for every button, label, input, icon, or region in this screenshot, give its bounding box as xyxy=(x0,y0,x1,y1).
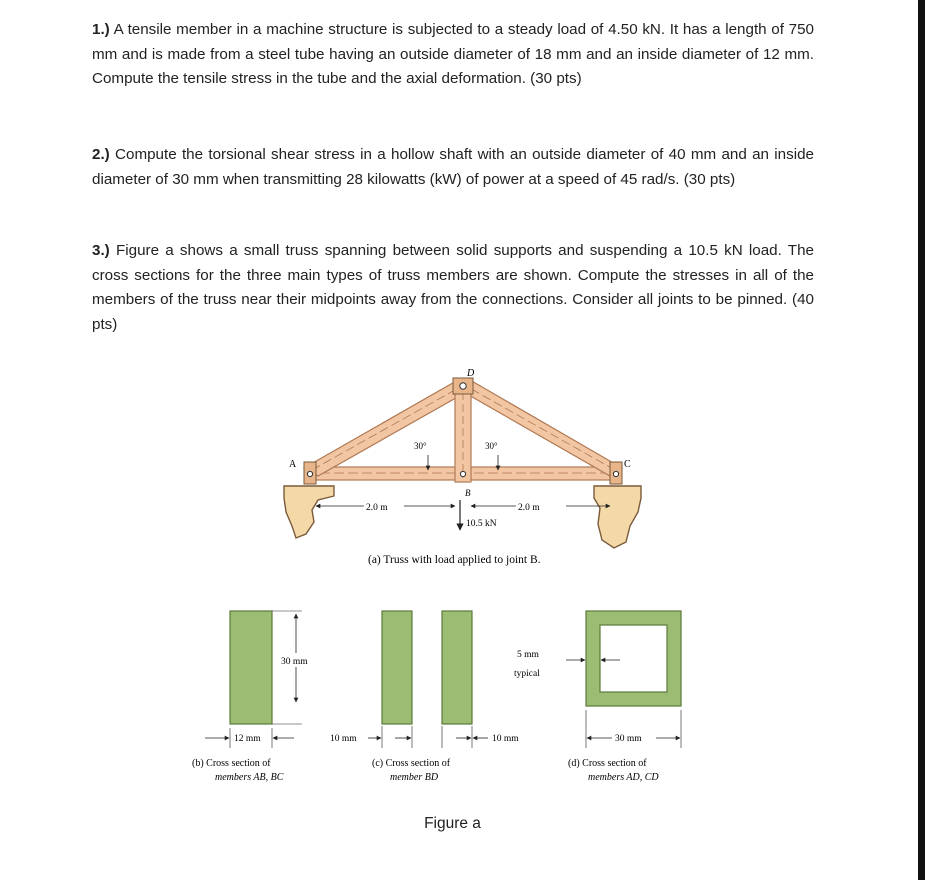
problem-1-text: A tensile member in a machine structure is subjected to a steady load of 4.50 kN. It has a length of 750 mm and is made from a steel tube having an outside diameter of 18 mm and an inside diameter of 12 mm. Compute the tensile stress in the tube and the axial deformation. (30 pts) xyxy=(92,21,814,87)
joint-a-label: A xyxy=(289,459,297,470)
section-b-caption-1: (b) Cross section of xyxy=(192,758,271,769)
cross-section-b xyxy=(192,611,321,783)
problem-1-number: 1.) xyxy=(92,21,110,38)
truss-caption: (a) Truss with load applied to joint B. xyxy=(368,554,541,566)
load-label: 10.5 kN xyxy=(466,519,497,529)
cross-section-d xyxy=(514,611,681,783)
right-support xyxy=(594,486,641,548)
figure-label: Figure a xyxy=(424,815,481,832)
problem-3-text: Figure a shows a small truss spanning between solid supports and suspending a 10.5 kN load. The cross sections for the three main types of truss members are shown. Compute the stresses in all of the members of the truss near their midpoints away from the connections. Consider all joints to be pinned. (40 pts) xyxy=(92,242,814,333)
section-d-hollow xyxy=(600,625,667,692)
angle-right-label: 30° xyxy=(485,441,498,451)
section-d-caption-1: (d) Cross section of xyxy=(568,758,647,769)
angle-left-label: 30° xyxy=(414,441,427,451)
truss-diagram xyxy=(284,368,641,566)
joint-b-label: B xyxy=(465,488,471,498)
problem-3-number: 3.) xyxy=(92,242,110,259)
cross-section-c xyxy=(330,611,519,783)
problem-2-text: Compute the torsional shear stress in a hollow shaft with an outside diameter of 40 mm and an inside diameter of 30 mm when transmitting 28 kilowatts (kW) of power at a speed of 45 rad/s. (30 pts) xyxy=(92,146,814,188)
section-d-caption-2: members AD, CD xyxy=(588,772,659,783)
section-b-bar xyxy=(230,611,272,724)
section-c-dim-right: 10 mm xyxy=(492,734,519,744)
section-b-caption-2: members AB, BC xyxy=(215,772,284,783)
section-d-width: 30 mm xyxy=(615,734,642,744)
section-b-height: 30 mm xyxy=(281,657,308,667)
section-c-dim-left: 10 mm xyxy=(330,734,357,744)
dim-right-label: 2.0 m xyxy=(518,503,540,513)
section-c-bar-right xyxy=(442,611,472,724)
joint-d-label: D xyxy=(467,368,475,379)
joint-c-label: C xyxy=(624,459,631,470)
section-c-caption-2: member BD xyxy=(390,772,439,783)
section-d-wall-1: 5 mm xyxy=(517,650,539,660)
section-b-width: 12 mm xyxy=(234,734,261,744)
problem-2-number: 2.) xyxy=(92,146,110,163)
section-d-wall-2: typical xyxy=(514,669,540,679)
left-support xyxy=(284,486,334,538)
section-c-caption-1: (c) Cross section of xyxy=(372,758,451,769)
section-c-bar-left xyxy=(382,611,412,724)
dim-left-label: 2.0 m xyxy=(366,503,388,513)
